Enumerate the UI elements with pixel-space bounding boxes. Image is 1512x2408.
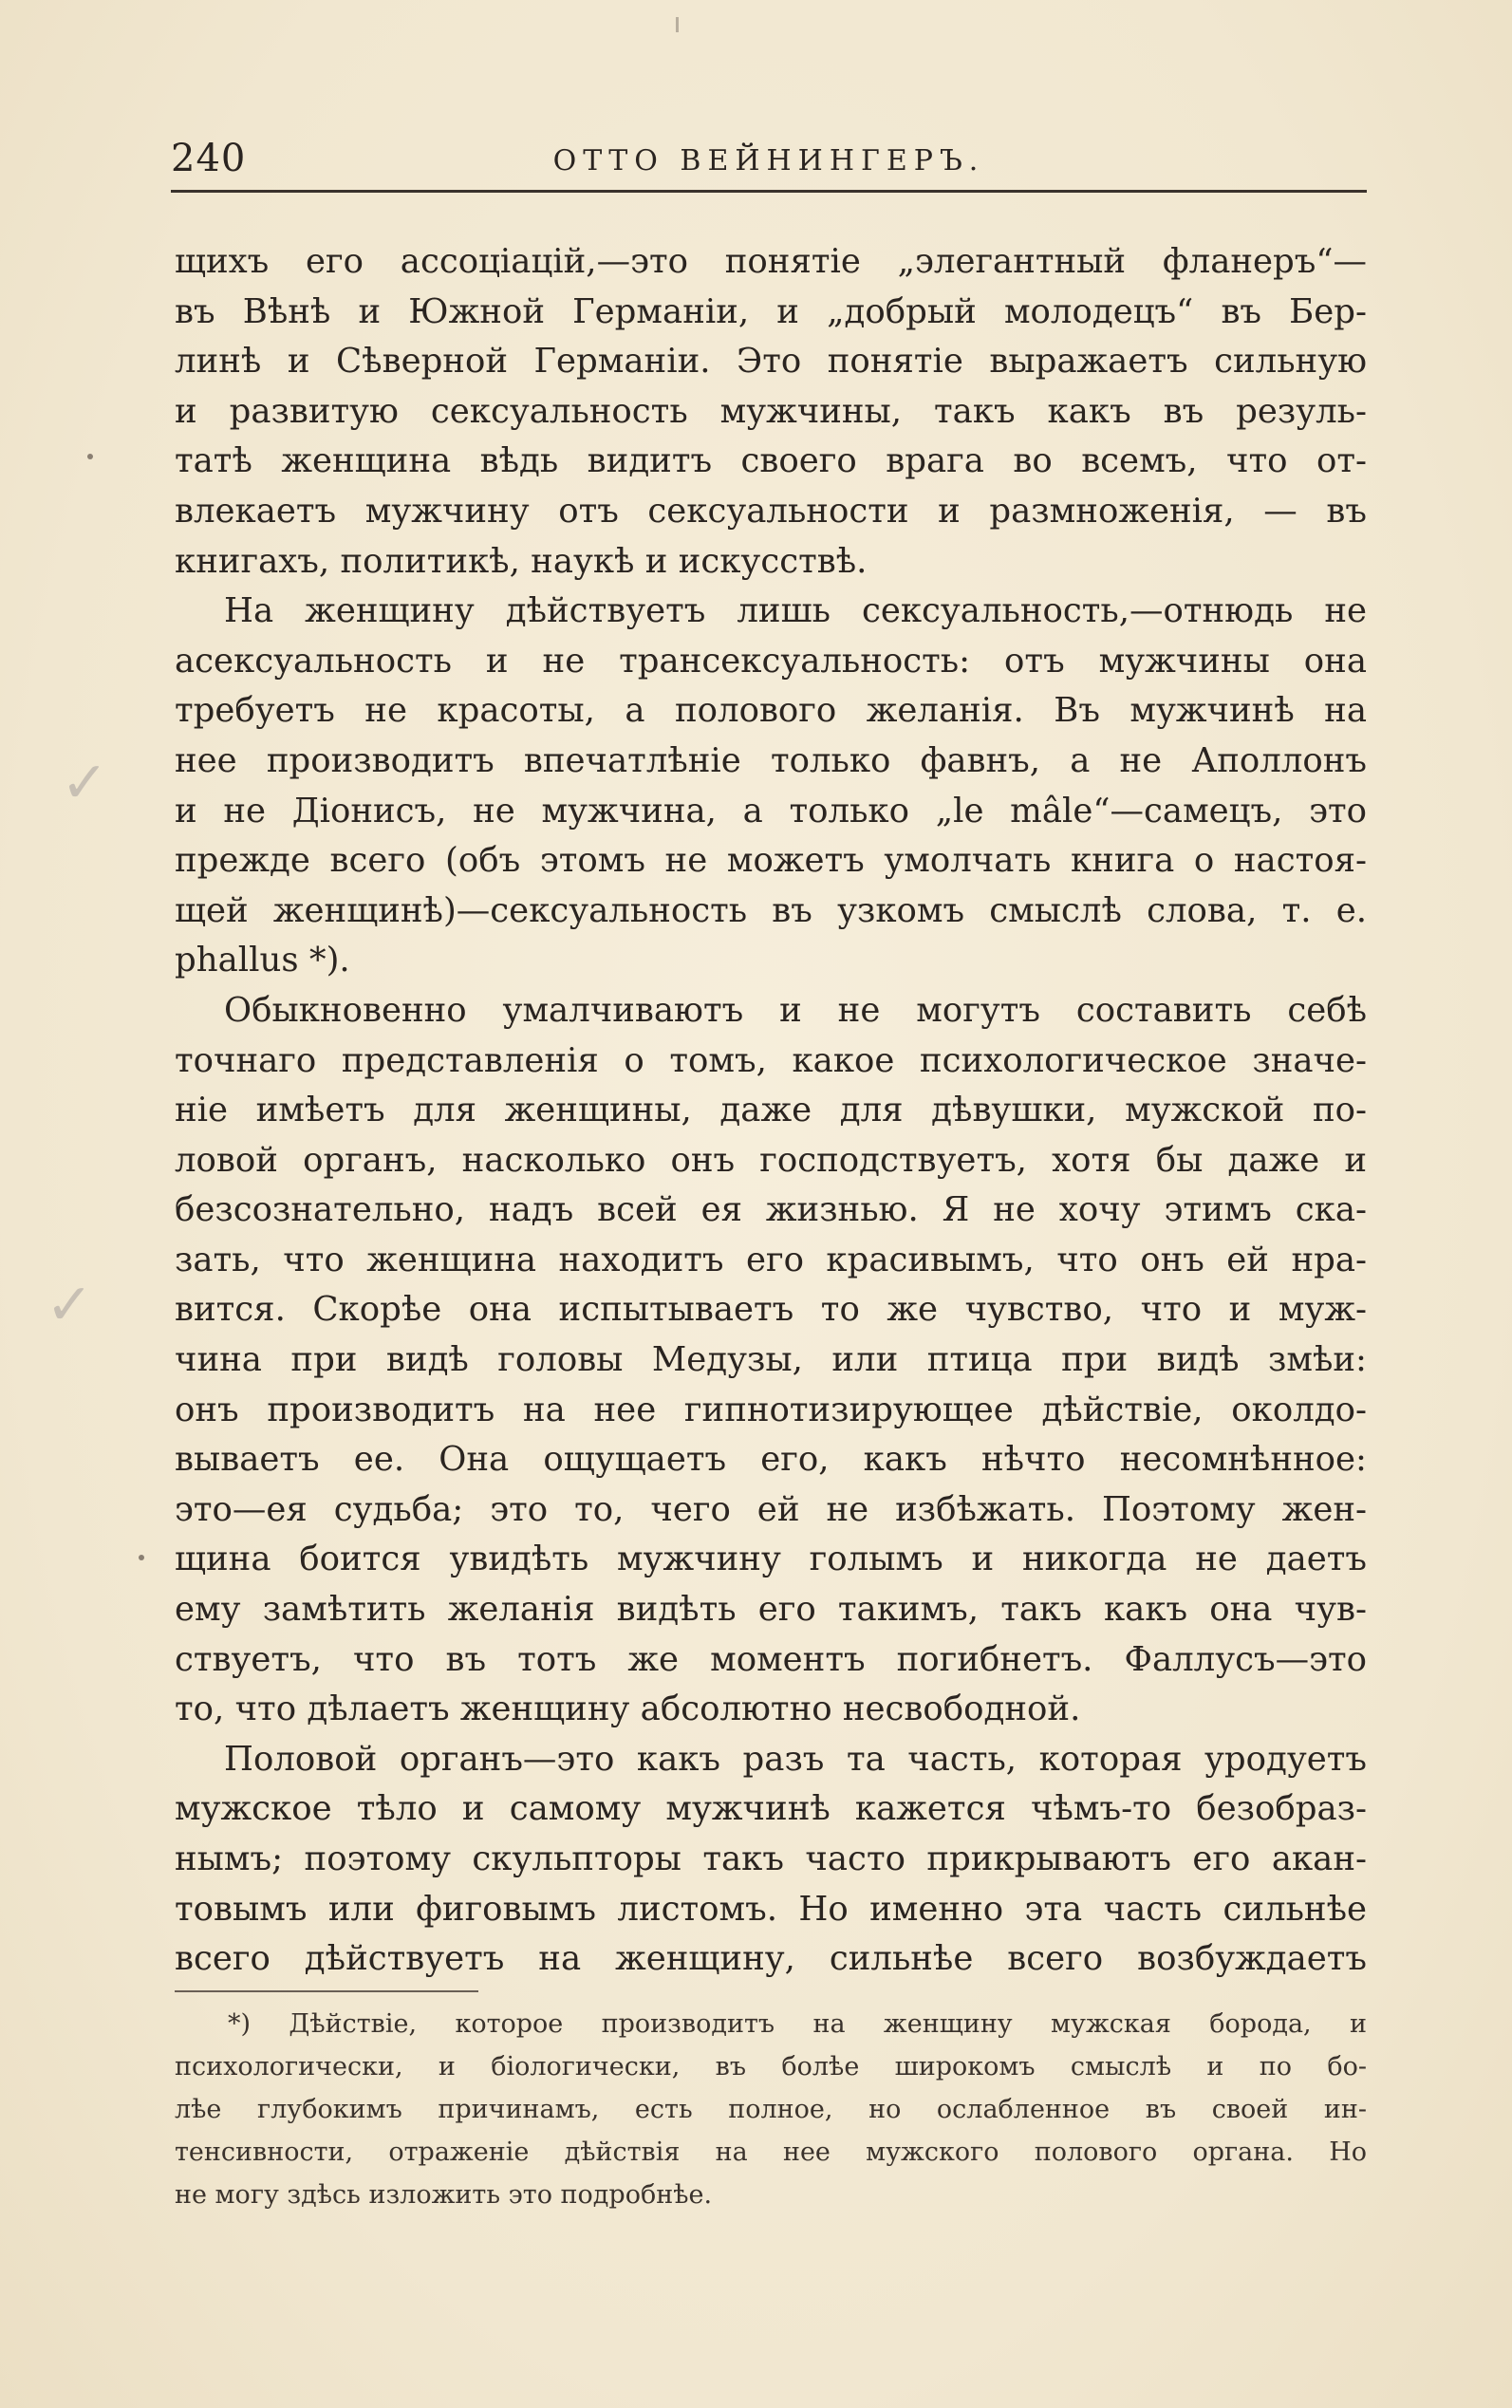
footnote-line: *) Дѣйствіе, которое производитъ на женщину мужская борода, и [228,2009,1367,2039]
text-line: безсознательно, надъ всей ея жизнью. Я не хочу этимъ ска- [175,1190,1367,1230]
print-speck [676,17,679,32]
text-line: книгахъ, политикѣ, наукѣ и искусствѣ. [175,541,868,581]
text-line: нее производитъ впечатлѣніе только фавнъ, а не Аполлонъ [175,740,1367,780]
print-speck [139,1555,144,1560]
footnote-line: лѣе глубокимъ причинамъ, есть полное, но ослабленное въ своей ин- [175,2095,1367,2124]
footnote-line: не могу здѣсь изложить это подробнѣе. [175,2180,713,2210]
text-line: Половой органъ—это какъ разъ та часть, которая уродуетъ [224,1739,1367,1779]
text-line: влекаетъ мужчину отъ сексуальности и размноженія, — въ [175,491,1367,531]
text-line: Обыкновенно умалчиваютъ и не могутъ составить себѣ [224,990,1367,1030]
page-number: 240 [171,137,247,180]
text-line: На женщину дѣйствуетъ лишь сексуальность,—отнюдь не [224,591,1367,631]
paragraph [175,986,1367,1735]
text-line: щей женщинѣ)—сексуальность въ узкомъ смыслѣ слова, т. е. [175,890,1367,930]
paragraph [175,587,1367,986]
text-line: точнаго представленія о томъ, какое психологическое значе- [175,1040,1367,1080]
text-line: чина при видѣ головы Медузы, или птица при видѣ змѣи: [175,1340,1367,1380]
text-line: вываетъ ее. Она ощущаетъ его, какъ нѣчто несомнѣнное: [175,1440,1367,1480]
text-line: онъ производитъ на нее гипнотизирующее дѣйствіе, околдо- [175,1390,1367,1429]
text-line: щина боится увидѣть мужчину голымъ и никогда не даетъ [175,1540,1367,1579]
page-header [171,133,1367,193]
text-line: ловой органъ, насколько онъ господствуетъ, хотя бы даже и [175,1140,1367,1180]
text-line: товымъ или фиговымъ листомъ. Но именно эта часть сильнѣе [175,1889,1367,1929]
pencil-mark-icon: ✓ [46,1272,94,1338]
text-line: ствуетъ, что въ тотъ же моментъ погибнетъ. Фаллусъ—это [175,1639,1367,1679]
text-line: прежде всего (объ этомъ не можетъ умолчать книга о настоя- [175,841,1367,881]
text-line: татѣ женщина вѣдь видитъ своего врага во всемъ, что от- [175,441,1367,481]
footnote [175,2003,1367,2216]
text-line: требуетъ не красоты, а полового желанія. Въ мужчинѣ на [175,691,1367,731]
footnote-rule [175,1990,478,1992]
running-title: ОТТО ВЕЙНИНГЕРЪ. [552,144,985,177]
pencil-mark-icon: ✓ [61,750,109,816]
text-line: вится. Скорѣе она испытываетъ то же чувство, что и муж- [175,1290,1367,1330]
print-speck [87,454,93,459]
paragraph [175,1735,1367,1985]
text-line: всего дѣйствуетъ на женщину, сильнѣе всего возбуждаетъ [175,1939,1367,1979]
text-line: зать, что женщина находитъ его красивымъ, что онъ ей нра- [175,1240,1367,1279]
text-line: щихъ его ассоціацій,—это понятіе „элегантный фланеръ“— [175,242,1367,281]
text-line: асексуальность и не трансексуальность: отъ мужчины она [175,641,1367,681]
paragraph [175,237,1367,587]
text-line: это—ея судьба; это то, чего ей не избѣжать. Поэтому жен- [175,1489,1367,1529]
text-line: ніе имѣетъ для женщины, даже для дѣвушки, мужской по- [175,1091,1367,1130]
text-line: ему замѣтить желанія видѣть его такимъ, такъ какъ она чув- [175,1590,1367,1630]
text-line: нымъ; поэтому скульпторы такъ часто прикрываютъ его акан- [175,1839,1367,1878]
footnote-line: тенсивности, отраженіе дѣйствія на нее мужского полового органа. Но [175,2137,1367,2167]
text-line: и развитую сексуальность мужчины, такъ какъ въ резуль- [175,391,1367,431]
text-line: мужское тѣло и самому мужчинѣ кажется чѣмъ-то безобраз- [175,1789,1367,1829]
text-line: линѣ и Сѣверной Германіи. Это понятіе выражаетъ сильную [175,342,1367,382]
footnote-line: психологически, и біологически, въ болѣе широкомъ смыслѣ и по бо- [175,2052,1367,2081]
text-line: въ Вѣнѣ и Южной Германіи, и „добрый молодецъ“ въ Бер- [175,291,1367,331]
text-line: phallus *). [175,941,350,980]
text-line: то, что дѣлаетъ женщину абсолютно несвободной. [175,1689,1081,1729]
text-line: и не Діонисъ, не мужчина, а только „le mâle“—самецъ, это [175,791,1367,831]
body-text [175,237,1367,1985]
